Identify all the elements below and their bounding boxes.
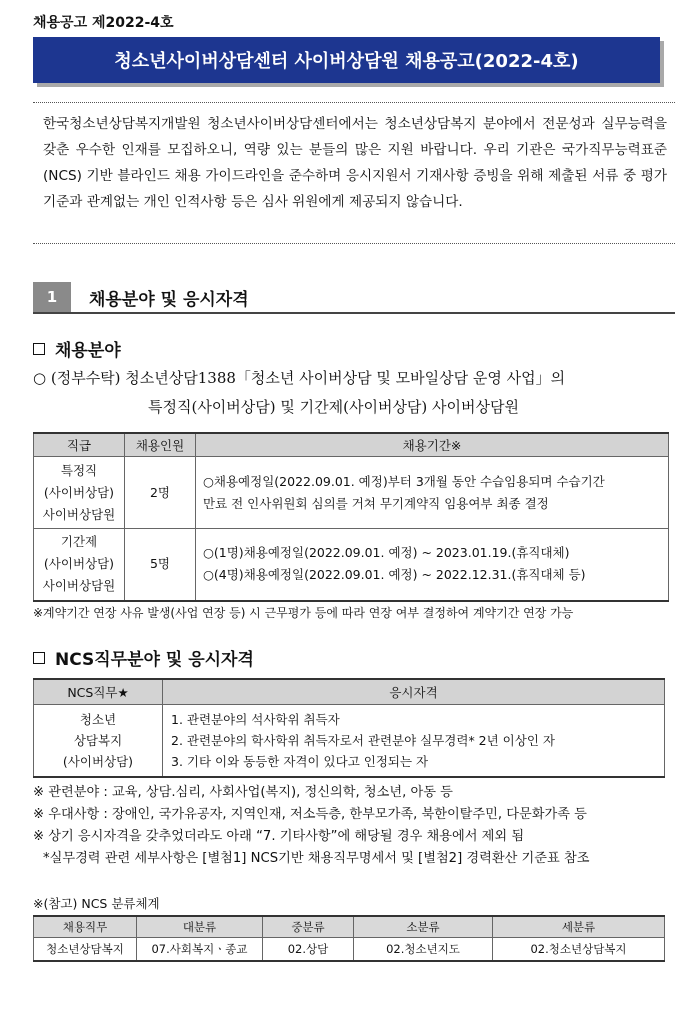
count-cell: 5명 [125, 529, 196, 601]
cell-detail: 02.청소년상담복지 [493, 938, 665, 962]
qual-line: 1. 관련분야의 석사학위 취득자 [171, 712, 340, 727]
ncs-notes [33, 782, 678, 870]
rank-cell [34, 457, 125, 529]
field-line: 청소년 [79, 712, 117, 727]
ncs-field-cell [34, 705, 163, 778]
section-header [33, 282, 675, 314]
notice-number: 채용공고 제2022-4호 [33, 15, 174, 31]
qual-line: 3. 기타 이와 동등한 자격이 있다고 인정되는 자 [171, 754, 429, 769]
qual-cell [163, 705, 665, 778]
rank-line: (사이버상담) [43, 484, 115, 500]
table-row [34, 938, 665, 962]
field-line: (사이버상담) [62, 754, 134, 769]
header-qual: 응시자격 [163, 679, 665, 705]
header-period: 채용기간※ [196, 433, 669, 457]
note-line: ※ 상기 응시자격을 갖추었더라도 아래 “7. 기타사항”에 해당될 경우 채용에서 제외 됨 [33, 829, 525, 844]
rank-line: 기간제 [60, 534, 98, 550]
cell-middle: 02.상담 [263, 938, 354, 962]
square-bullet-icon [33, 343, 45, 355]
ref-label: ※(참고) NCS 분류체계 [33, 896, 160, 911]
intro-paragraph: 한국청소년상담복지개발원 청소년사이버상담센터에서는 청소년상담복지 분야에서 전문성과 실무능력을 갖춘 우수한 인재를 모집하오니, 역량 있는 분들의 많은 지원 바랍니다. 우리 기관은 국가직무능력표준(NCS) 기반 블라인드 채용 가이드라인을 준수하며 응시지원서 기재사항 증빙을 위해 제출된 서류 중 평가기준과 관계없는 개인 인적사항 등은 심사 위원에게 제공되지 않습니다. [33, 102, 675, 244]
rank-line: 사이버상담원 [42, 506, 116, 522]
header-minor: 소분류 [354, 916, 493, 938]
qual-line: 2. 관련분야의 학사학위 취득자로서 관련분야 실무경력* 2년 이상인 자 [171, 733, 555, 748]
ncs-heading-text: NCS직무분야 및 응시자격 [55, 650, 254, 670]
period-line: 만료 전 인사위원회 심의를 거쳐 무기계약직 임용여부 최종 결정 [203, 495, 549, 511]
cell-minor: 02.청소년지도 [354, 938, 493, 962]
header-detail: 세분류 [493, 916, 665, 938]
note-line: ※ 관련분야 : 교육, 상담.심리, 사회사업(복지), 정신의학, 청소년, 아동 등 [33, 785, 453, 800]
count-cell: 2명 [125, 457, 196, 529]
cell-major: 07.사회복지ㆍ종교 [137, 938, 263, 962]
rank-line: (사이버상담) [43, 556, 115, 572]
section-number: 1 [33, 282, 71, 312]
header-middle: 중분류 [263, 916, 354, 938]
ncs-heading [33, 645, 254, 670]
rank-line: 특정직 [60, 462, 98, 478]
recruit-footnote: ※계약기간 연장 사유 발생(사업 연장 등) 시 근무평가 등에 따라 연장 여부 결정하여 계약기간 연장 가능 [33, 606, 574, 620]
period-line: ○(4명)채용예정일(2022.09.01. 예정) ~ 2022.12.31.(휴직대체 등) [203, 567, 586, 583]
table-row [34, 529, 669, 601]
recruit-table [33, 432, 669, 602]
page-title: 청소년사이버상담센터 사이버상담원 채용공고(2022-4호) [33, 37, 660, 83]
ncs-table [33, 678, 665, 778]
ncs-classification-table [33, 915, 665, 962]
rank-cell [34, 529, 125, 601]
period-cell [196, 457, 669, 529]
header-rank: 직급 [34, 433, 125, 457]
section-title: 채용분야 및 응시자격 [89, 289, 249, 310]
period-line: ○(1명)채용예정일(2022.09.01. 예정) ~ 2023.01.19.(휴직대체) [203, 545, 570, 561]
recruit-heading [33, 336, 121, 361]
table-row [34, 705, 665, 778]
header-ncs: NCS직무★ [34, 679, 163, 705]
header-count: 채용인원 [125, 433, 196, 457]
cell-job: 청소년상담복지 [34, 938, 137, 962]
note-line: *실무경력 관련 세부사항은 [별첨1] NCS기반 채용직무명세서 및 [별첨2] 경력환산 기준표 참조 [43, 851, 590, 866]
note-line: ※ 우대사항 : 장애인, 국가유공자, 지역인재, 저소득층, 한부모가족, 북한이탈주민, 다문화가족 등 [33, 807, 587, 822]
recruit-line-2: 특정직(사이버상담) 및 기간제(사이버상담) 사이버상담원 [148, 398, 519, 416]
recruit-line-1: ○ (정부수탁) 청소년상담1388「청소년 사이버상담 및 모바일상담 운영 사업」의 [33, 369, 566, 387]
period-line: ○채용예정일(2022.09.01. 예정)부터 3개월 동안 수습임용되며 수습기간 [203, 473, 605, 489]
field-line: 상담복지 [73, 733, 123, 748]
rank-line: 사이버상담원 [42, 578, 116, 594]
header-job: 채용직무 [34, 916, 137, 938]
recruit-heading-text: 채용분야 [55, 341, 121, 361]
table-row [34, 457, 669, 529]
period-cell [196, 529, 669, 601]
square-bullet-icon [33, 652, 45, 664]
header-major: 대분류 [137, 916, 263, 938]
